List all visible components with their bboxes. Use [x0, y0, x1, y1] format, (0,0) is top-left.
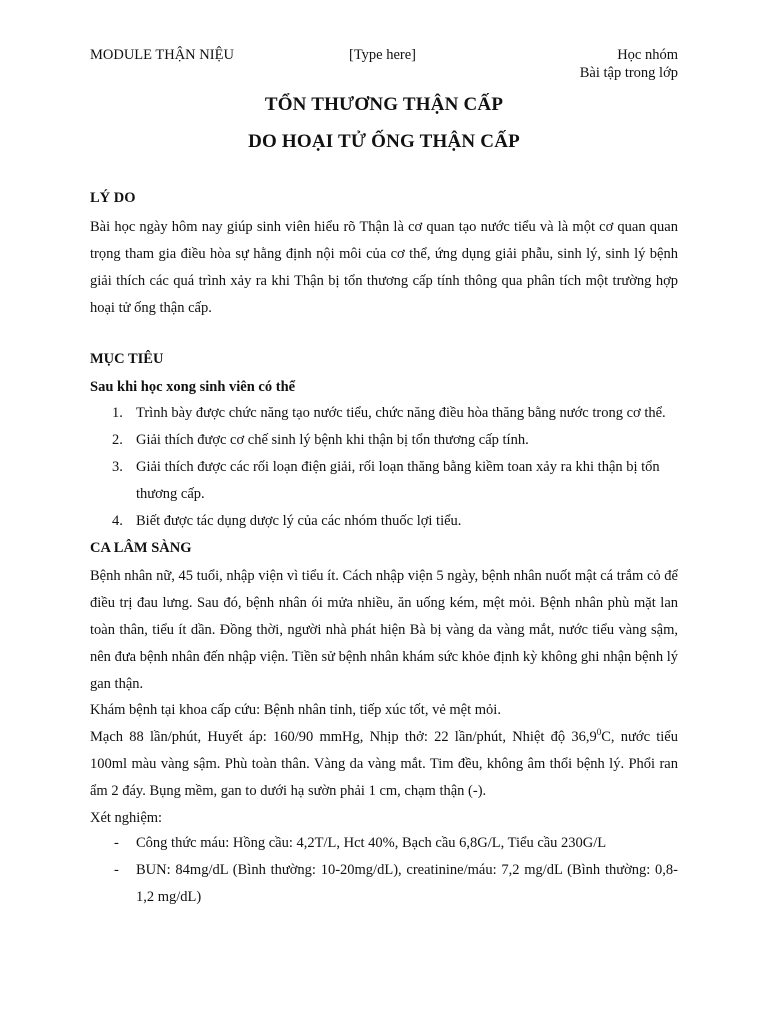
case-paragraph-vitals	[90, 724, 678, 805]
list-item-text: Biết được tác dụng dược lý của các nhóm thuốc lợi tiểu.	[136, 513, 462, 529]
list-item	[90, 427, 678, 454]
list-item-number: 3.	[112, 459, 123, 475]
labs-list-container	[90, 830, 678, 911]
list-item	[90, 508, 678, 535]
list-item-text: BUN: 84mg/dL (Bình thường: 10-20mg/dL), creatinine/máu: 7,2 mg/dL (Bình thường: 0,8-1,2 mg/dL)	[136, 862, 678, 905]
header-right	[580, 46, 678, 82]
document-title-line2: DO HOẠI TỬ ỐNG THẬN CẤP	[248, 131, 520, 152]
list-item-text: Công thức máu: Hồng cầu: 4,2T/L, Hct 40%, Bạch cầu 6,8G/L, Tiểu cầu 230G/L	[136, 835, 607, 851]
section-heading-ly-do: LÝ DO	[90, 190, 136, 206]
labs-label: Xét nghiệm:	[90, 810, 163, 826]
list-item-dash: -	[114, 862, 119, 878]
list-item-text: Giải thích được các rối loạn điện giải, rối loạn thăng bằng kiềm toan xảy ra khi thận bị tổn thương cấp.	[136, 459, 660, 502]
list-item-number: 4.	[112, 513, 123, 529]
header-module-name: MODULE THẬN NIỆU	[90, 47, 234, 63]
objectives-list-container	[90, 400, 678, 535]
section-ly-do	[90, 190, 678, 207]
labs-list	[90, 830, 678, 911]
list-item-text: Giải thích được cơ chế sinh lý bệnh khi thận bị tổn thương cấp tính.	[136, 432, 529, 448]
muc-tieu-subheading	[90, 379, 678, 396]
muc-tieu-subheading-text: Sau khi học xong sinh viên có thể	[90, 379, 296, 395]
case-paragraph-exam: Khám bệnh tại khoa cấp cứu: Bệnh nhân tỉnh, tiếp xúc tốt, vẻ mệt mỏi.	[90, 702, 501, 718]
list-item	[90, 400, 678, 427]
objectives-list	[90, 400, 678, 535]
list-item-text: Trình bày được chức năng tạo nước tiểu, chức năng điều hòa thăng bằng nước trong cơ thể.	[136, 405, 666, 421]
degree-superscript: 0	[596, 727, 602, 738]
section-muc-tieu	[90, 351, 678, 368]
list-item-number: 1.	[112, 405, 123, 421]
ly-do-paragraph: Bài học ngày hôm nay giúp sinh viên hiểu rõ Thận là cơ quan tạo nước tiểu và là một cơ quan quan trọng tham gia điều hòa sự hằng định nội môi của cơ thể, ứng dụng giải phẫu, sinh lý, sinh lý bệnh giải thích các quá trình xảy ra khi Thận bị tổn thương cấp tính thông qua phân tích một trường hợp hoại tử ống thận cấp.	[90, 219, 678, 316]
header-group-label: Học nhóm	[617, 47, 678, 63]
case-paragraph-history: Bệnh nhân nữ, 45 tuổi, nhập viện vì tiểu ít. Cách nhập viện 5 ngày, bệnh nhân nuốt mật cá trắm cỏ để điều trị đau lưng. Sau đó, bệnh nhân ói mửa nhiều, ăn uống kém, mệt mỏi. Bệnh nhân phù mặt lan toàn thân, tiểu ít dần. Đồng thời, người nhà phát hiện Bà bị vàng da vàng mắt, nước tiểu vàng sậm, nên đưa bệnh nhân đến nhập viện. Tiền sử bệnh nhân khám sức khỏe định kỳ không ghi nhận bệnh lý gan thận.	[90, 568, 678, 692]
list-item	[90, 857, 678, 911]
section-heading-ca-lam-sang: CA LÂM SÀNG	[90, 540, 192, 556]
vitals-text-a: Mạch 88 lần/phút, Huyết áp: 160/90 mmHg, Nhịp thở: 22 lần/phút, Nhiệt độ 36,9	[90, 729, 597, 745]
list-item-dash: -	[114, 835, 119, 851]
list-item	[90, 454, 678, 508]
list-item-number: 2.	[112, 432, 123, 448]
section-ca-lam-sang	[90, 540, 678, 557]
vitals-text-b: C, nước tiểu 100ml màu vàng sậm. Phù toàn thân. Vàng da vàng mắt. Tim đều, không âm thổi bệnh lý. Phổi ran ẩm 2 đáy. Bụng mềm, gan to dưới hạ sườn phải 1 cm, chạm thận (-).	[90, 729, 678, 799]
list-item	[90, 830, 678, 857]
document-title-line1: TỔN THƯƠNG THẬN CẤP	[264, 94, 504, 115]
header-exercise-label: Bài tập trong lớp	[579, 65, 678, 81]
section-heading-muc-tieu: MỤC TIÊU	[90, 351, 164, 367]
header-placeholder: [Type here]	[349, 47, 417, 63]
